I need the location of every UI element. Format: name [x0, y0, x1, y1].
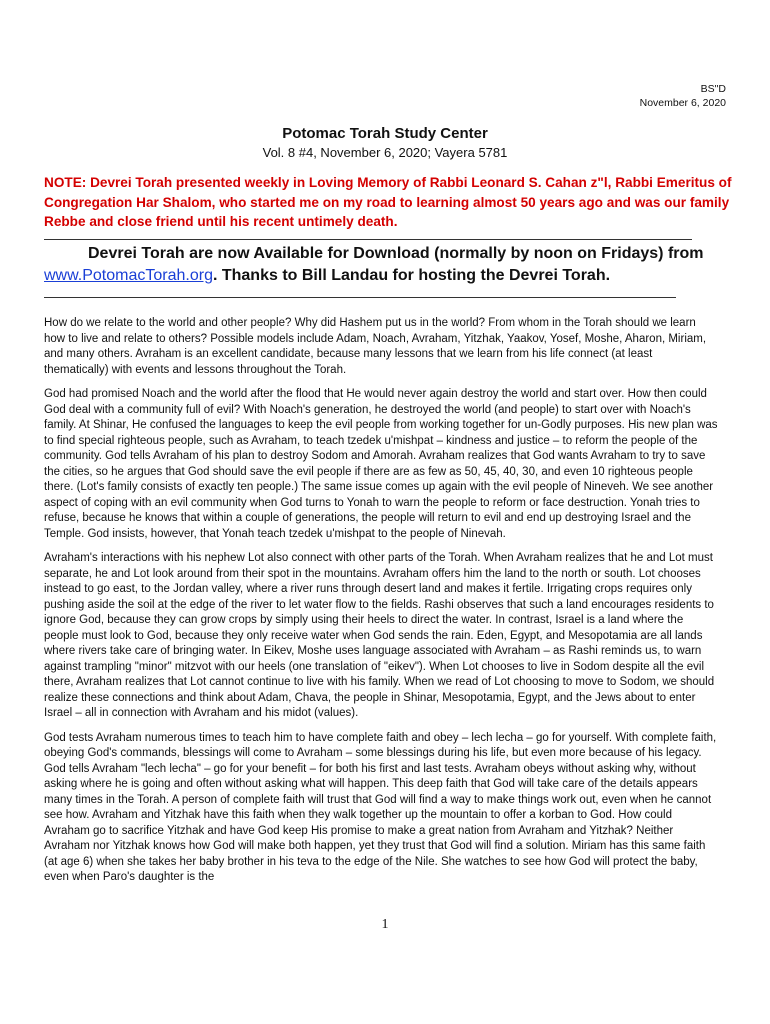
divider-line [44, 297, 676, 298]
divider-line [44, 239, 692, 240]
header-block [640, 82, 726, 110]
body-paragraph: God had promised Noach and the world after the flood that He would never again destroy the world and start over. How then could God deal with a community full of evil? With Noach's generation, he destroyed the world (and people) to start over with Noach's family. At Shinar, He confused the languages to keep the evil people from working together for un-Godly purposes. His new plan was to find special righteous people, such as Avraham, to teach tzedek u'mishpat – kindness and justice – to reform the people of the community. God tells Avraham of his plan to destroy Sodom and Amorah. Avraham realizes that God wants Avraham to try to save the cities, so he argues that God should save the evil people if there are as few as 50, 45, 40, 30, and even 10 righteous people there. (Lot's family consists of exactly ten people.) The same issue comes up again with the evil people of Nineveh. We see another aspect of coping with an evil community when God turns to Yonah to warn the people to reform or face destruction. Yonah tries to refuse, because he knows that within a couple of generations, the people will return to evil and end up destroying Israel and the Temple. God insists, however, that Yonah teach tzedek u'mishpat to the people of Ninevah. [44, 388, 718, 540]
memorial-note: NOTE: Devrei Torah presented weekly in Loving Memory of Rabbi Leonard S. Cahan z"l, Rabbi Emeritus of Congregation Har Shalom, who started me on my road to learning almost 50 years ago and was our family Rebbe and close friend until his recent untimely death. [44, 175, 732, 229]
download-text: Devrei Torah are now Available for Download (normally by noon on Fridays) from [88, 245, 704, 262]
article-body [44, 316, 720, 895]
download-notice [44, 243, 734, 287]
body-paragraph: How do we relate to the world and other people? Why did Hashem put us in the world? From whom in the Torah should we learn how to live and relate to others? Possible models include Adam, Noach, Avraham, Yitzhak, Yaakov, Yosef, Moshe, Aharon, Miriam, and many others. Avraham is an excellent candidate, because many lessons that we learn from his life connect (at least thematically) with events and lessons throughout the Torah. [44, 317, 707, 376]
download-thanks: . Thanks to Bill Landau for hosting the Devrei Torah. [212, 267, 611, 284]
website-link[interactable]: www.PotomacTorah.org [44, 267, 213, 284]
page-number: 1 [381, 917, 389, 932]
header-date: November 6, 2020 [639, 97, 726, 109]
body-paragraph: God tests Avraham numerous times to teach him to have complete faith and obey – lech lecha – go for yourself. With complete faith, obeying God's commands, blessings will come to Avraham – some blessings during his life, but even more because of his legacy. God tells Avraham "lech lecha" – go for your benefit – for both his first and last tests. Avraham obeys without asking why, without asking where he is going and often without asking what will happen. This deep faith that God will take care of the details appears many times in the Torah. A person of complete faith will trust that God will find a way to make things work out, even when he cannot see how. Avraham and Yitzhak have this faith when they walk together up the mountain to offer a korban to God. How could Avraham go to sacrifice Yitzhak and have God keep His promise to make a great nation from Avraham and Yitzhak? Neither Avraham nor Yitzhak knows how God will make both happen, yet they trust that God will find a solution. Miriam has this same faith (at age 6) when she takes her baby brother in his teva to the edge of the Nile. She watches to see how God will protect the baby, even when Paro's daughter is the [44, 731, 717, 883]
bsd-mark: BS"D [700, 83, 726, 95]
body-paragraph: Avraham's interactions with his nephew Lot also connect with other parts of the Torah. When Avraham realizes that he and Lot must separate, he and Lot look around from their spot in the mountains. Avraham offers him the land to the north or south. Lot chooses instead to go east, to the Jordan valley, where a river runs through desert land and makes it fertile. Irrigating crops requires only pushing aside the soil at the edge of the river to let water flow to the fields. Rashi observes that such a land encourages residents to ignore God, because they can grow crops by simply using their heels to direct the water. In contrast, Israel is a land where the people must look to God, because they only receive water when God sends the rain. Eden, Egypt, and Mesopotamia are all lands where rivers take care of bringing water. In Eikev, Moshe uses language associated with Avraham – as Rashi reminds us, to warn against trampling "minor" mitzvot with our heels (one translation of "eikev"). When Lot chooses to live in Sodom despite all the evil there, Avraham realizes that Lot cannot continue to live with his family. When we read of Lot choosing to move to Sodom, we should realize these connections and think about Adam, Chava, the people in Shinar, Mesopotamia, Egypt, and the Jews about to enter Israel – all in connection with Avraham and his midot (values). [44, 552, 715, 719]
document-subtitle: Vol. 8 #4, November 6, 2020; Vayera 5781 [262, 145, 508, 160]
document-title: Potomac Torah Study Center [282, 125, 488, 142]
